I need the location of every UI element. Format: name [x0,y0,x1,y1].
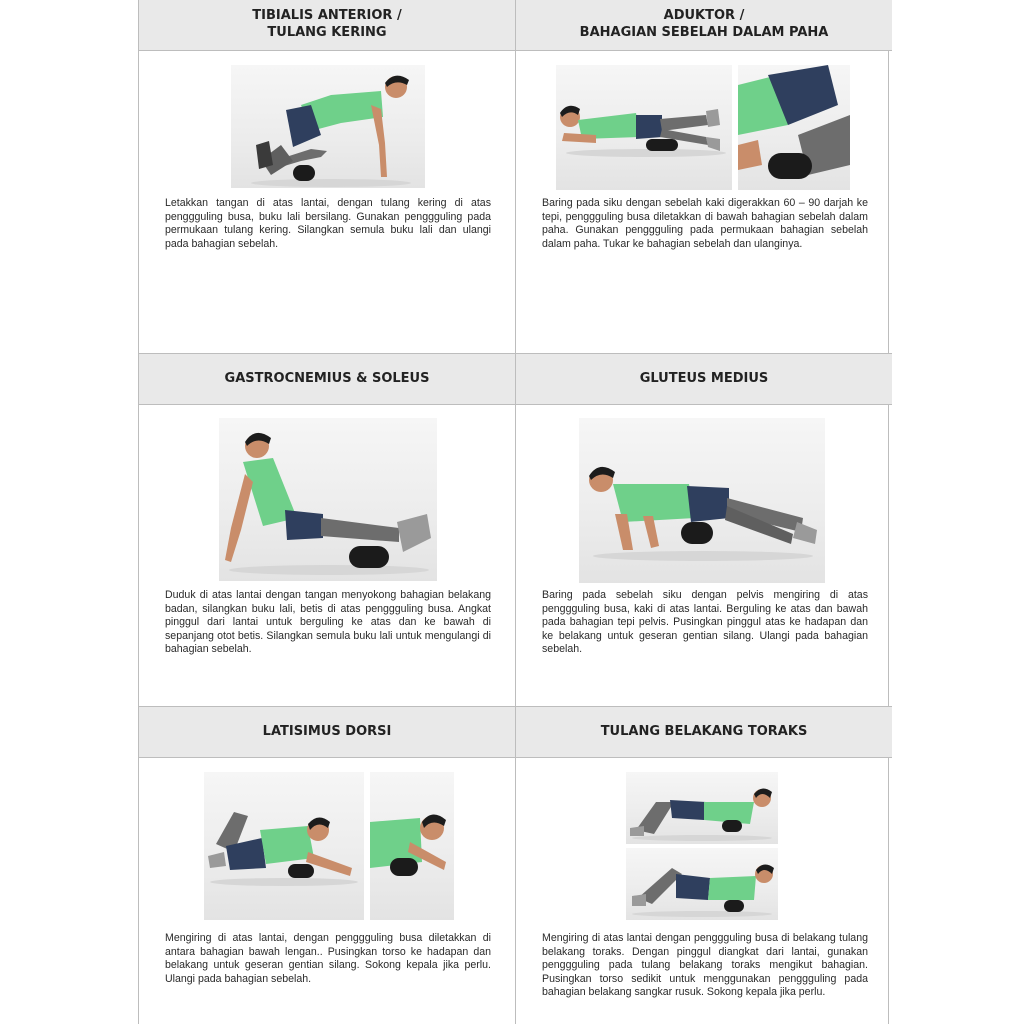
athlete-upper-back-roll-illustration [626,772,778,844]
section-text: Mengiring di atas lantai dengan penggguling busa di belakang tulang belakang toraks. Dengan pinggul diangkat dari lantai, gunakan penggguling pada tulang belakang toraks mengikut bahagian. Pusingkan torso sedikit untuk menggunakan penggguling pada bahagian belakang sangkar rusuk. Sokong kepala jika perlu. [542,932,868,999]
photo-gastrocnemius [219,418,437,581]
section-toraks [516,706,892,1024]
athlete-upper-back-roll-side-illustration [626,848,778,920]
section-title: GLUTEUS MEDIUS [516,353,892,405]
photo-latisimus-2 [370,772,454,920]
inner-thigh-closeup-illustration [738,65,850,190]
photo-aduktor-1 [556,65,732,190]
athlete-seated-calf-roll-illustration [219,418,437,581]
section-text: Baring pada siku dengan sebelah kaki digerakkan 60 – 90 darjah ke tepi, penggguling busa diletakkan di bawah bahagian sebelah dalam paha. Gunakan penggguling pada permukaan bahagian sebelah dalam paha. Tukar ke bahagian sebelah dan ulanginya. [542,197,868,250]
section-text: Letakkan tangan di atas lantai, dengan tulang kering di atas penggguling busa, buku lali bersilang. Gunakan penggguling pada permukaan tulang kering. Silangkan semula buku lali dan ulangi pada bahagian sebelah. [165,197,491,250]
athlete-side-pelvis-roll-illustration [579,418,825,583]
section-gastrocnemius [139,353,515,706]
section-gluteus [516,353,892,706]
section-title: TULANG BELAKANG TORAKS [516,706,892,758]
photo-latisimus-1 [204,772,364,920]
section-text: Duduk di atas lantai dengan tangan menyokong bahagian belakang badan, silangkan buku lali, betis di atas penggguling busa. Angkat pinggul dari lantai untuk berguling ke atas dan ke bawah di sepanjang otot betis. Silangkan semula buku lali untuk mengulangi di bahagian sebelah. [165,589,491,656]
athlete-side-lat-roll-illustration [204,772,364,920]
athlete-prone-side-leg-illustration [556,65,732,190]
section-title: LATISIMUS DORSI [139,706,515,758]
exercise-sheet [138,0,889,1024]
section-text: Mengiring di atas lantai, dengan penggguling busa diletakkan di antara bahagian bawah lengan.. Pusingkan torso ke hadapan dan belakang untuk geseran gentian silang. Sokong kepala jika perlu. Ulangi pada bahagian sebelah. [165,932,491,985]
section-tibialis [139,0,515,353]
section-title: TIBIALIS ANTERIOR / TULANG KERING [139,0,515,51]
section-title: ADUKTOR / BAHAGIAN SEBELAH DALAM PAHA [516,0,892,51]
section-title: GASTROCNEMIUS & SOLEUS [139,353,515,405]
photo-gluteus [579,418,825,583]
section-latisimus [139,706,515,1024]
section-text: Baring pada sebelah siku dengan pelvis mengiring di atas penggguling busa, kaki di atas lantai. Berguling ke atas dan bawah pada bahagian tepi pelvis. Pusingkan pinggul atas ke hadapan dan ke belakang untuk geseran gentian silang. Ulangi pada bahagian sebelah. [542,589,868,656]
section-aduktor [516,0,892,353]
athlete-kneeling-roller-illustration [231,65,425,188]
lat-closeup-illustration [370,772,454,920]
photo-aduktor-2 [738,65,850,190]
photo-toraks-2 [626,848,778,920]
photo-tibialis [231,65,425,188]
photo-toraks-1 [626,772,778,844]
